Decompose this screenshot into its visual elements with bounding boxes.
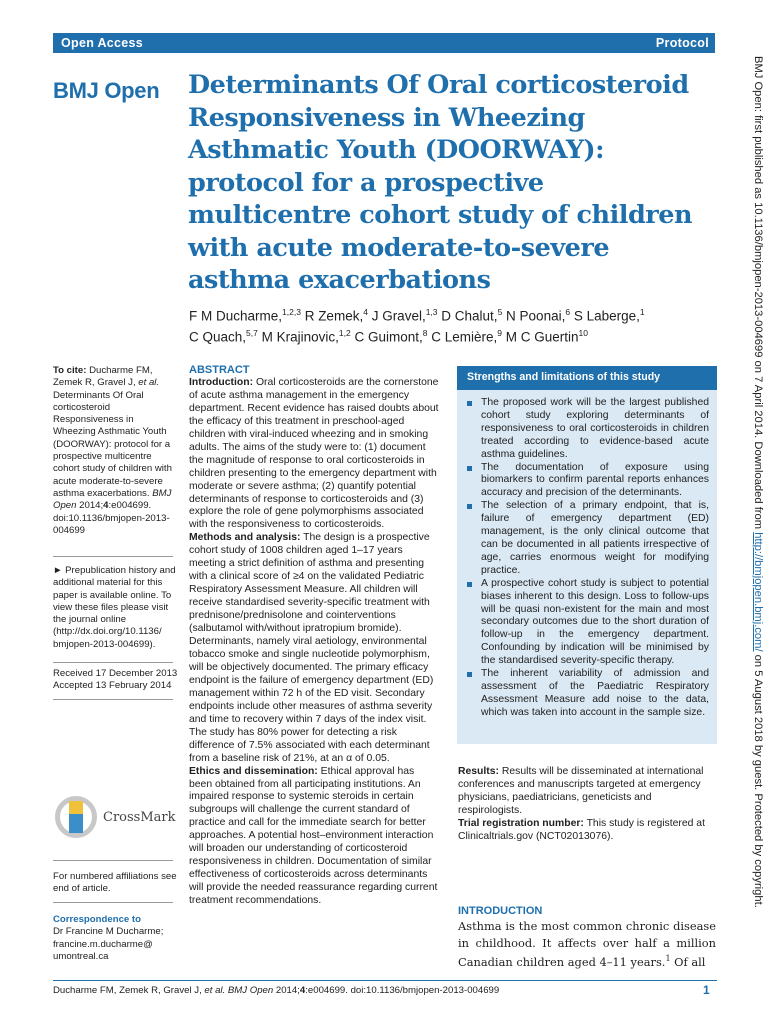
section-label: Methods and analysis: (189, 532, 301, 544)
footer-divider (53, 980, 717, 981)
prepublication-note: ► Prepublication history and additional material for this paper is available online. To view these files please visit the journal online (http://dx.doi.org/10.1136/ bmjopen-2013-004699). (53, 565, 176, 650)
article-type-label: Protocol (655, 36, 709, 50)
correspondence-label: Correspondence to (53, 914, 141, 925)
square-bullet-icon (467, 582, 472, 587)
list-item: The selection of a primary endpoint, that is, failure of emergency department (ED) management, is the only clinical outcome that can be documented in all patients irrespective of age, carries enormous weight for modifying practice. (467, 500, 709, 577)
cite-text: 2014; (76, 500, 104, 512)
cite-journal: BMJ Open (53, 487, 172, 512)
affiliation-number: 1,2 (338, 328, 351, 338)
sidebar-divider (53, 556, 178, 557)
section-text: Oral corticosteroids are the cornerstone of acute asthma management in the emergency department. Recent evidence has raised doubts about the efficacy of this treatment in preschool-aged children with viral-induced wheezing and in smoking adults. The aims of the study were to: (1) document the magnitude of response to oral corticosteroids in children presenting to the emergency department with moderate or severe asthma; (2) quantify potential determinants of response to corticosteroids and (3) explore the role of gene polymorphisms associated with the responsiveness to corticosteroids. (189, 376, 439, 531)
affiliations-note: For numbered affiliations see end of article. (53, 871, 177, 895)
author-name: J Gravel, (367, 308, 426, 324)
introduction-heading: INTRODUCTION (458, 905, 543, 917)
abstract-heading: ABSTRACT (189, 364, 250, 376)
sidebar-divider (53, 860, 178, 861)
section-label: Results: (458, 766, 499, 777)
square-bullet-icon (467, 401, 472, 406)
cite-text: Determinants Of Oral corticosteroid Responsiveness in Wheezing Asthmatic Youth (DOORWAY): protocol for a prospective multicentre cohort study of children with acute moderate-to-severe asthma exacerbations. (53, 389, 172, 499)
open-access-label: Open Access (61, 36, 144, 50)
cite-text: :e004699. doi:10.1136/bmjopen-2013-004699 (53, 500, 170, 536)
author-name: C Quach, (189, 329, 247, 345)
abstract-results (458, 766, 716, 844)
section-text: The design is a prospective cohort study of 1008 children aged 1–17 years meeting a strict definition of asthma and presenting with a clinical score of ≥4 on the validated Pediatric Respiratory Assessment Measure. All children will receive standardised severity-specific treatment with prednisone/prednisolone and cointerventions (salbutamol with/without ipratropium bromide). Determinants, namely viral aetiology, environmental tobacco smoke and single nucleotide polymorphism, will be objectively documented. The primary efficacy endpoint is the failure of emergency department (ED) management within 72 h of the ED visit. Secondary endpoints include other measures of asthma severity and time to recovery within 7 days of the index visit. The study has 80% power for detecting a risk difference of 7.5% associated with each determinant from a baseline risk of 21%, at an α of 0.05. (189, 532, 434, 764)
correspondence-block (53, 914, 178, 963)
author-name: N Poonai, (502, 308, 566, 324)
sidebar-divider (53, 699, 178, 700)
author-name: R Zemek, (300, 308, 364, 324)
sidebar-divider (53, 662, 178, 663)
journal-logo: BMJ Open (53, 78, 160, 103)
cite-text: Ducharme FM, Zemek R, Gravel J, (53, 365, 153, 389)
author-name: M C Guertin (502, 329, 579, 345)
affiliation-number: 1,3 (425, 307, 438, 317)
list-item: The proposed work will be the largest published cohort study exploring determinants of responsiveness to oral corticosteroids in children treated according to evidence-based acute asthma guidelines. (467, 397, 709, 462)
box-heading: Strengths and limitations of this study (457, 366, 717, 390)
affiliation-number: 10 (578, 328, 588, 338)
list-item: The inherent variability of admission and assessment of the Paediatric Respiratory Assessment Measure add noise to the data, which was taken into account in the sample size. (467, 668, 709, 720)
affiliation-number: 4 (363, 307, 368, 317)
section-text: Ethical approval has been obtained from all participating institutions. An impaired response to systemic steroids in certain subgroups will challenge the current standard of practice and call for the immediate search for better approaches. A potential host–environment interaction will broaden our understanding of corticosteroid responsiveness in children. Documentation of similar effectiveness of corticosteroids across determinants will provide the needed reassurance regarding current treatment recommendations. (189, 765, 438, 907)
correspondence-name: Dr Francine M Ducharme; (53, 926, 164, 938)
affiliation-number: 6 (565, 307, 571, 317)
crossmark-badge[interactable] (55, 796, 177, 844)
download-notice (750, 56, 768, 974)
sidebar-divider (53, 902, 178, 903)
article-title: Determinants Of Oral corticosteroid Responsiveness in Wheezing Asthmatic Youth (DOORWAY): protocol for a prospective multicentre cohort study of children with acute moderate-to-severe asthma exacerbations (188, 70, 692, 295)
crossmark-icon (55, 796, 97, 838)
list-item: A prospective cohort study is subject to potential biases inherent to this design. Loss to follow-ups will be quasi non-existent for the main and most secondary outcomes due to the short duration of follow-up in the emergency department. Confounding by indication will be minimised by the standardised severity-specific therapy. (467, 578, 709, 668)
square-bullet-icon (467, 504, 472, 509)
accepted-date: Accepted 13 February 2014 (53, 680, 172, 692)
affiliation-number: 8 (422, 328, 428, 338)
section-text: This study is registered at Clinicaltrials.gov (NCT02013076). (458, 817, 705, 842)
results-paragraph (458, 766, 716, 818)
page-number: 1 (703, 983, 710, 997)
cite-volume: 4 (103, 500, 109, 512)
dates-block (53, 668, 178, 693)
journal-header-bar (53, 33, 715, 53)
affiliation-number: 1,2,3 (282, 307, 301, 317)
correspondence-email[interactable]: francine.m.ducharme@ umontreal.ca (53, 938, 153, 962)
journal-link[interactable]: http://bmjopen.bmj.com/ (752, 532, 764, 652)
abstract-ethics (189, 766, 440, 908)
trial-registration (458, 818, 716, 844)
abstract-methods (189, 532, 440, 765)
section-label: Trial registration number: (458, 817, 584, 829)
received-date: Received 17 December 2013 (53, 668, 178, 679)
author-name: C Guimont, (350, 329, 423, 345)
abstract (189, 364, 440, 908)
square-bullet-icon (467, 672, 472, 677)
cite-label: To cite: (53, 365, 87, 376)
footer-citation: Ducharme FM, Zemek R, Gravel J, et al. BMJ Open 2014;4:e004699. doi:10.1136/bmjopen-2013-004699 (53, 985, 500, 996)
author-name: D Chalut, (437, 308, 498, 324)
list-item: The documentation of exposure using biomarkers to confirm parental reports enhances accuracy and precision of the determinants. (467, 462, 709, 501)
strengths-limitations-box (457, 366, 717, 744)
citation-block (53, 365, 178, 537)
abstract-introduction (189, 377, 440, 532)
affiliation-number: 5,7 (246, 328, 258, 338)
section-label: Introduction: (189, 376, 254, 388)
author-name: M Krajinovic, (257, 329, 339, 345)
author-list (189, 304, 709, 346)
cite-etal: et al. (138, 377, 160, 389)
introduction-section (458, 905, 716, 970)
author-name: C Lemière, (427, 329, 498, 345)
section-text: Results will be disseminated at international conferences and manuscripts targeted at emergency physicians, paediatricians, geneticists and respirologists. (458, 766, 704, 816)
strengths-list (457, 390, 717, 720)
square-bullet-icon (467, 466, 472, 471)
affiliation-number: 1 (639, 307, 645, 317)
reference-number[interactable]: 1 (665, 954, 671, 963)
download-notice-text: BMJ Open: first published as 10.1136/bmjopen-2013-004699 on 7 April 2014. Downloaded from http://bmjopen.bmj.com/ on 5 August 2018 by guest. Protected by copyright. (752, 56, 764, 908)
affiliation-number: 9 (497, 328, 502, 338)
affiliation-number: 5 (497, 307, 503, 317)
section-label: Ethics and dissemination: (189, 765, 318, 777)
author-name: S Laberge, (570, 308, 640, 324)
author-name: F M Ducharme, (189, 308, 283, 324)
crossmark-label: CrossMark (103, 810, 176, 825)
introduction-text: Asthma is the most common chronic disease in childhood. It affects over half a million Canadian children aged 4–11 years.$^1$ Of all (458, 919, 716, 969)
